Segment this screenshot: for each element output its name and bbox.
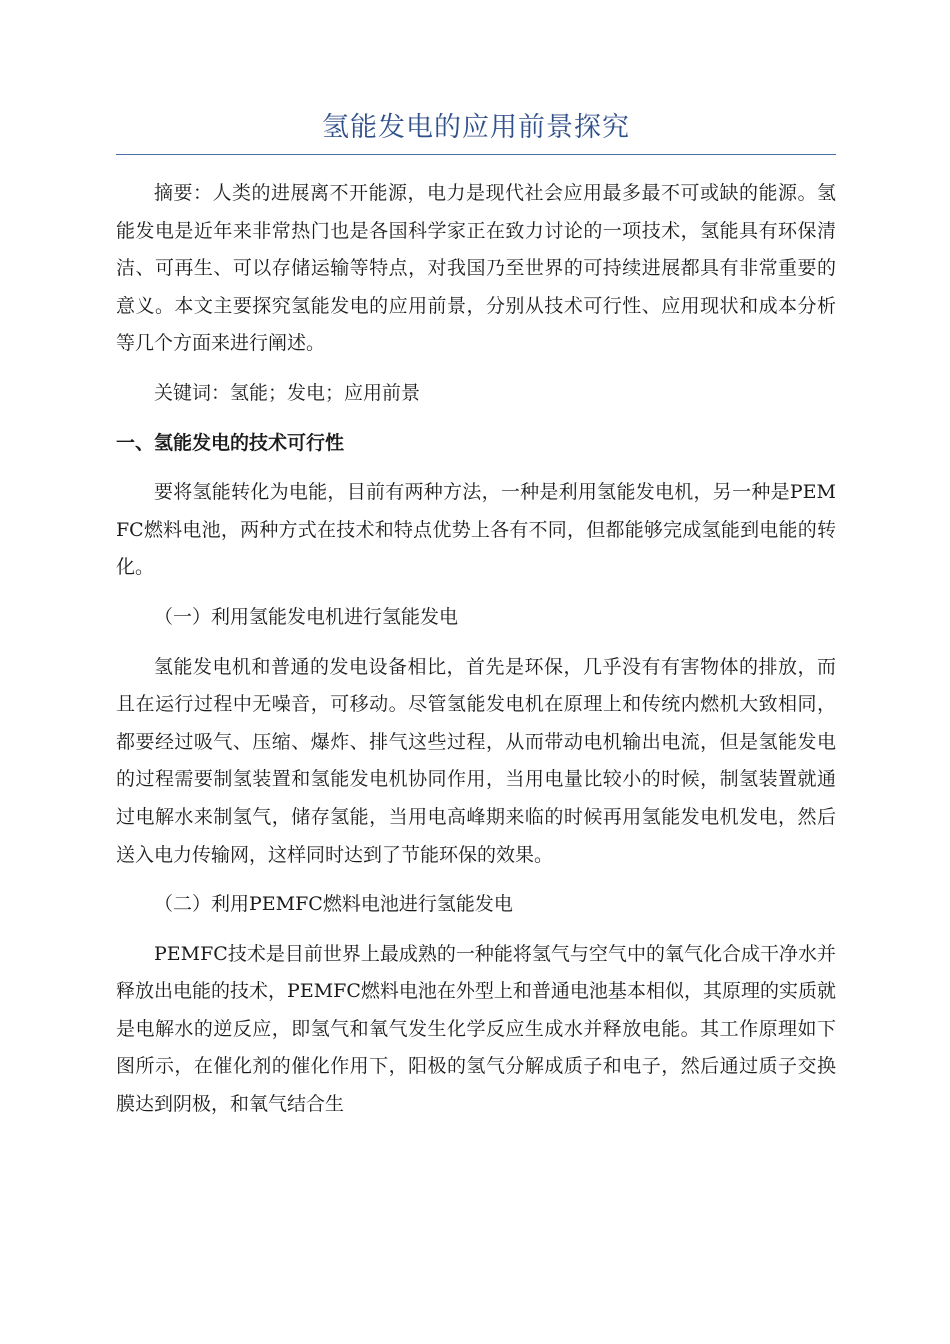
abstract-paragraph: 摘要：人类的进展离不开能源，电力是现代社会应用最多最不可或缺的能源。氢能发电是近年来非常热门也是各国科学家正在致力讨论的一项技术，氢能具有环保清洁、可再生、可以存储运输等特点，对我国乃至世界的可持续进展都具有非常重要的意义。本文主要探究氢能发电的应用前景，分别从技术可行性、应用现状和成本分析等几个方面来进行阐述。 bbox=[116, 182, 836, 355]
subsection-heading-2: （二）利用PEMFC燃料电池进行氢能发电 bbox=[154, 893, 513, 916]
subsection-heading-1: （一）利用氢能发电机进行氢能发电 bbox=[154, 605, 459, 628]
document-title: 氢能发电的应用前景探究 bbox=[116, 108, 836, 155]
section1-intro-paragraph: 要将氢能转化为电能，目前有两种方法，一种是利用氢能发电机，另一种是PEMFC燃料电池，两种方式在技术和特点优势上各有不同，但都能够完成氢能到电能的转化。 bbox=[116, 481, 836, 579]
document-page bbox=[116, 108, 836, 1136]
keywords-line: 关键词：氢能；发电；应用前景 bbox=[154, 381, 421, 404]
subsection1-paragraph: 氢能发电机和普通的发电设备相比，首先是环保，几乎没有有害物体的排放，而且在运行过程中无噪音，可移动。尽管氢能发电机在原理上和传统内燃机大致相同，都要经过吸气、压缩、爆炸、排气这些过程，从而带动电机输出电流，但是氢能发电的过程需要制氢装置和氢能发电机协同作用，当用电量比较小的时候，制氢装置就通过电解水来制氢气，储存氢能，当用电高峰期来临的时候再用氢能发电机发电，然后送入电力传输网，这样同时达到了节能环保的效果。 bbox=[116, 655, 836, 866]
section-heading-1: 一、氢能发电的技术可行性 bbox=[116, 431, 345, 454]
subsection2-paragraph: PEMFC技术是目前世界上最成熟的一种能将氢气与空气中的氧气化合成干净水并释放出电能的技术，PEMFC燃料电池在外型上和普通电池基本相似，其原理的实质就是电解水的逆反应，即氢气和氧气发生化学反应生成水并释放电能。其工作原理如下图所示，在催化剂的催化作用下，阳极的氢气分解成质子和电子，然后通过质子交换膜达到阴极，和氧气结合生 bbox=[116, 942, 836, 1116]
